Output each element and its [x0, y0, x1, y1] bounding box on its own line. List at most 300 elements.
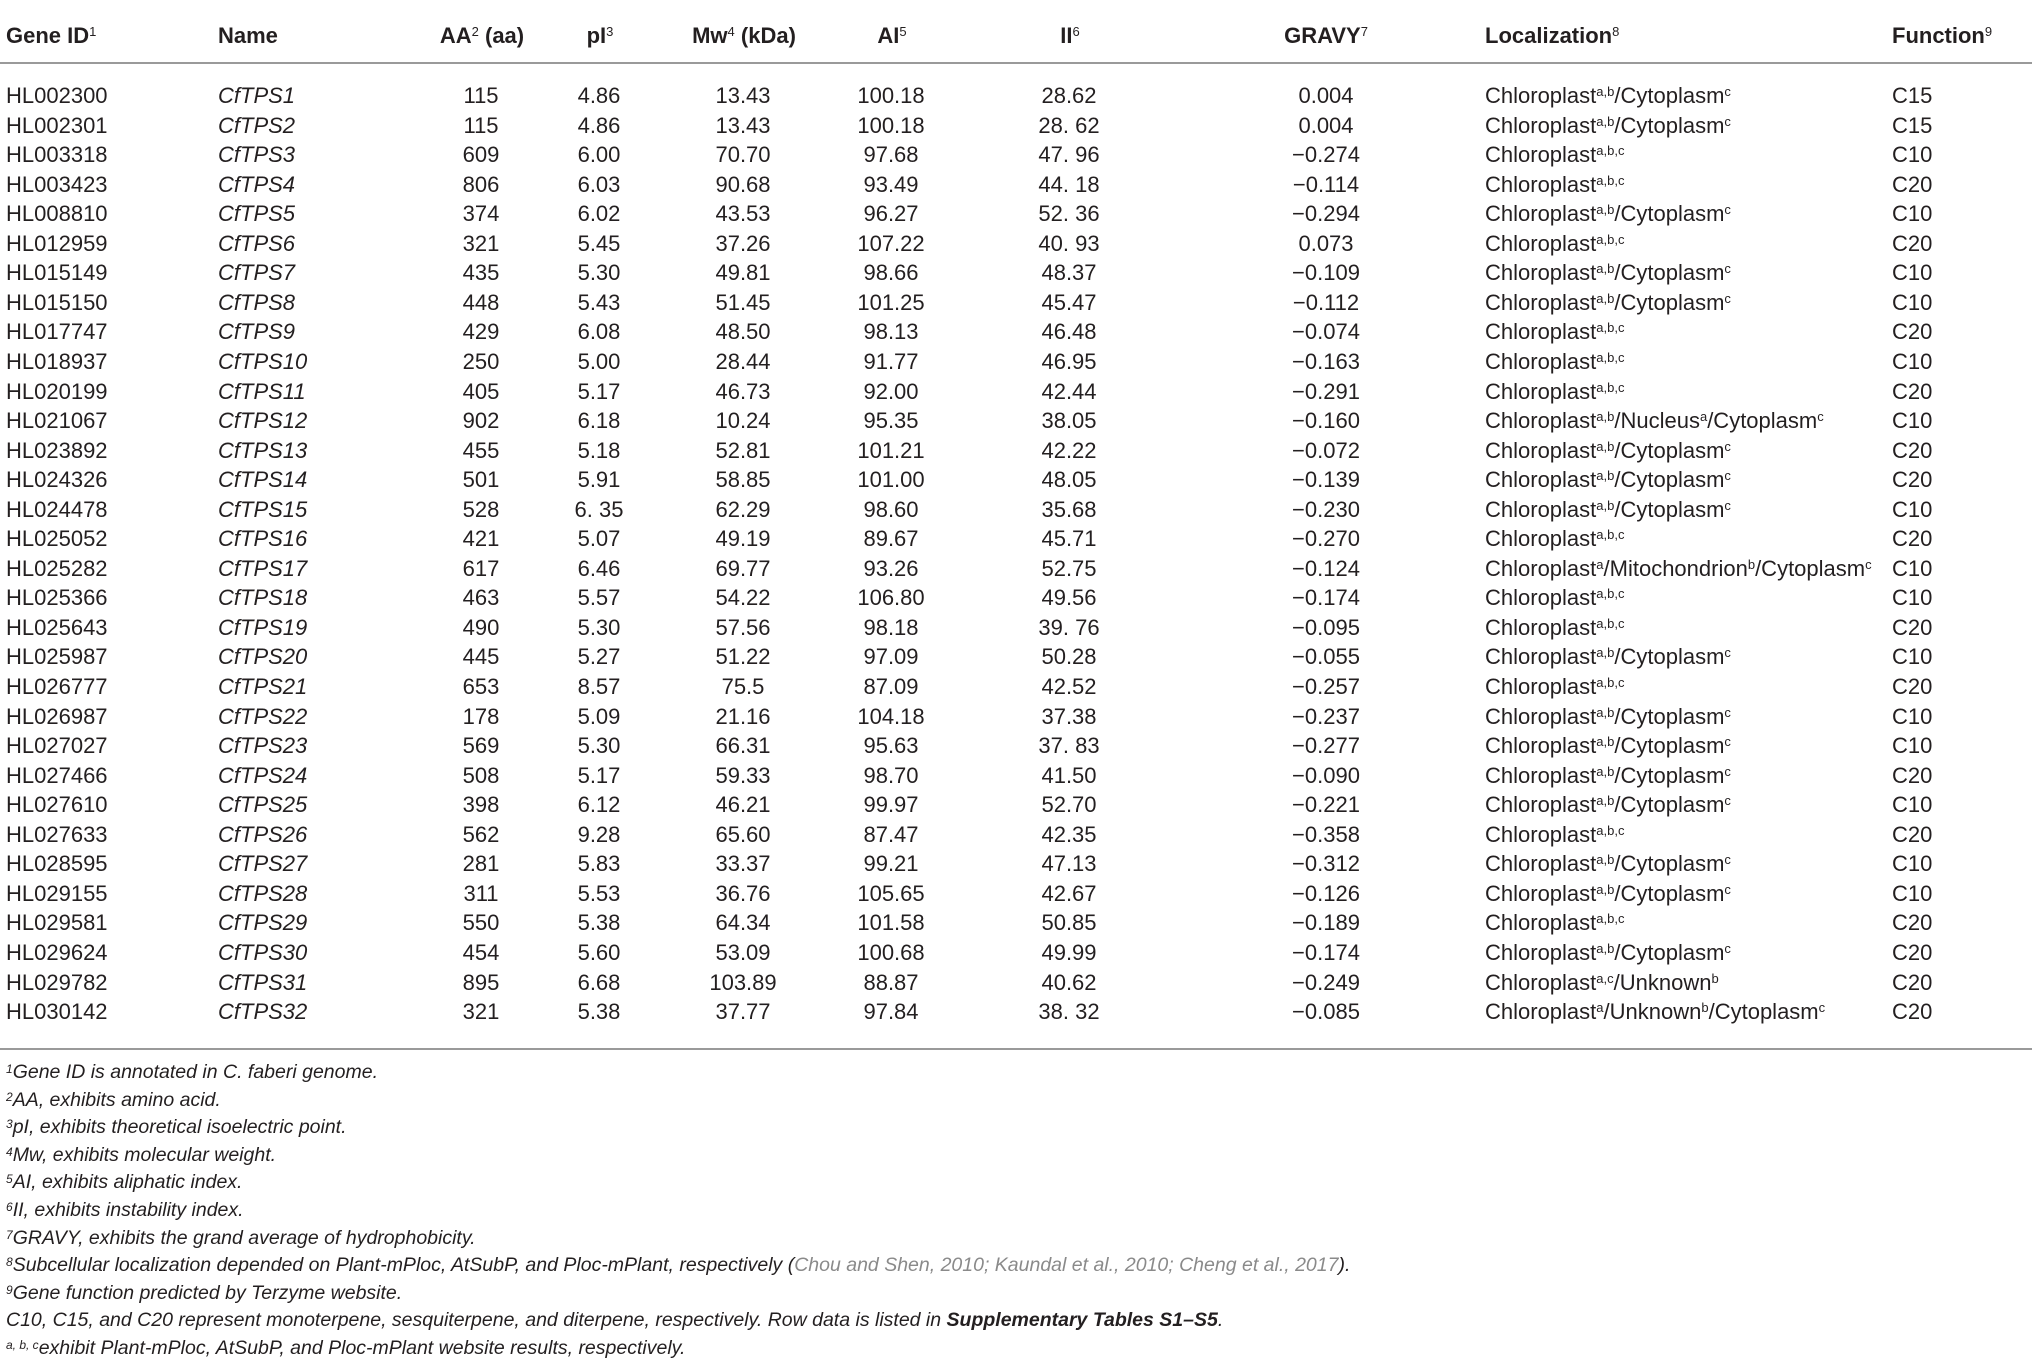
cell-gravy: −0.095	[1292, 614, 1360, 640]
cell-func: C15	[1892, 83, 1933, 108]
cell-gene-id: HL012959	[6, 230, 108, 256]
cell-name: CfTPS1	[218, 83, 296, 108]
column-header-mw: Mw$^4$ (kDa)	[692, 23, 796, 48]
cell-func: C20	[1892, 378, 1933, 404]
footnote: $^1$Gene ID is annotated in C. faberi genome.	[6, 1061, 378, 1083]
cell-aa: 463	[462, 585, 500, 611]
cell-loc: Chloroplast$^{a,b}$/Cytoplasm$^c$	[1485, 644, 1731, 670]
column-header-gene-id: Gene $ID^1$	[6, 23, 97, 48]
cell-gravy: 0.004	[1298, 83, 1354, 108]
cell-ii: 44. 18	[1038, 171, 1100, 197]
cell-gravy: −0.160	[1292, 408, 1360, 434]
cell-name: CfTPS14	[218, 467, 308, 493]
cell-aa: 448	[462, 289, 500, 315]
cell-gene-id: HL027633	[6, 821, 108, 847]
cell-ii: 42.35	[1041, 821, 1097, 847]
cell-name: CfTPS27	[218, 851, 308, 877]
header-rule	[0, 62, 2032, 64]
footnote: $^5$AI, exhibits aliphatic index.	[6, 1171, 243, 1194]
cell-loc: Chloroplast$^{a,c}$/Unknown$^b$	[1485, 969, 1719, 995]
cell-mw: 62.29	[715, 496, 771, 522]
cell-ai: 98.60	[863, 496, 919, 522]
cell-func: C20	[1892, 999, 1933, 1025]
cell-ii: 46.48	[1041, 319, 1097, 345]
cell-pi: 5.30	[577, 614, 621, 640]
footnote: $^6$II, exhibits instability index.	[6, 1199, 244, 1221]
cell-name: CfTPS4	[218, 171, 296, 197]
cell-mw: 46.73	[715, 378, 771, 404]
cell-ai: 100.18	[857, 112, 925, 138]
cell-gravy: −0.126	[1292, 880, 1360, 906]
column-header-gravy: GRAVY$^7$	[1284, 23, 1368, 48]
cell-func: C10	[1892, 142, 1933, 168]
cell-mw: 49.19	[715, 526, 771, 552]
cell-mw: 54.22	[715, 585, 771, 611]
cell-func: C15	[1892, 112, 1933, 138]
cell-name: CfTPS8	[218, 289, 296, 315]
cell-ii: 48.37	[1041, 260, 1097, 286]
cell-name: CfTPS7	[218, 260, 296, 286]
cell-ii: 42.22	[1041, 437, 1097, 463]
cell-name: CfTPS24	[218, 762, 308, 788]
footnote: $^3$pI, exhibits theoretical isoelectric point.	[6, 1116, 347, 1139]
cell-mw: 10.24	[715, 408, 771, 434]
cell-ii: 48.05	[1041, 467, 1097, 493]
cell-name: CfTPS22	[218, 703, 308, 729]
cell-pi: 5.00	[577, 348, 621, 374]
cell-ii: 49.99	[1041, 939, 1097, 965]
cell-ai: 97.68	[863, 142, 919, 168]
cell-loc: Chloroplast$^{a,b,c}$	[1485, 319, 1625, 345]
cell-func: C20	[1892, 467, 1933, 493]
cell-name: CfTPS21	[218, 674, 308, 699]
cell-name: CfTPS23	[218, 733, 308, 759]
cell-gene-id: HL029782	[6, 969, 108, 995]
cell-ai: 98.70	[863, 762, 919, 788]
cell-mw: 36.76	[715, 880, 771, 906]
cell-aa: 609	[462, 142, 500, 168]
cell-mw: 33.37	[715, 851, 771, 877]
cell-ii: 28.62	[1041, 83, 1097, 108]
column-header-loc: Localization$^8$	[1485, 23, 1620, 48]
cell-ai: 98.13	[863, 319, 919, 345]
cell-pi: 5.43	[577, 289, 621, 315]
cell-name: CfTPS3	[218, 142, 296, 168]
cell-gravy: −0.237	[1292, 703, 1360, 729]
cell-ii: 28. 62	[1038, 112, 1100, 138]
cell-gene-id: HL025643	[6, 614, 108, 640]
cell-ii: 52.75	[1041, 555, 1097, 581]
cell-gravy: −0.163	[1292, 348, 1360, 374]
cell-func: C10	[1892, 201, 1933, 227]
cell-aa: 115	[463, 83, 499, 108]
cell-pi: 5.91	[577, 467, 621, 493]
cell-pi: 5.09	[577, 703, 621, 729]
cell-gene-id: HL027466	[6, 762, 108, 788]
cell-func: C10	[1892, 644, 1933, 670]
cell-func: C10	[1892, 792, 1933, 818]
cell-ai: 104.18	[857, 703, 925, 729]
cell-mw: 103.89	[709, 969, 777, 995]
cell-loc: Chloroplast$^{a,b}$/Cytoplasm$^c$	[1485, 83, 1731, 108]
column-header-func: Function$^9$	[1892, 23, 1993, 48]
cell-loc: Chloroplast$^{a,b}$/Cytoplasm$^c$	[1485, 851, 1731, 877]
cell-func: C10	[1892, 733, 1933, 759]
cell-aa: 653	[462, 674, 500, 699]
cell-aa: 501	[462, 467, 500, 493]
cell-pi: 4.86	[577, 83, 621, 108]
cell-loc: Chloroplast$^{a,b,c}$	[1485, 142, 1625, 168]
cell-mw: 70.70	[715, 142, 771, 168]
cell-ai: 100.18	[857, 83, 925, 108]
cell-ai: 99.97	[863, 792, 919, 818]
cell-gravy: −0.174	[1292, 939, 1360, 965]
cell-ai: 101.00	[857, 467, 925, 493]
cell-ai: 89.67	[863, 526, 919, 552]
cell-func: C20	[1892, 526, 1933, 552]
cell-func: C20	[1892, 171, 1933, 197]
cell-aa: 445	[462, 644, 500, 670]
cell-loc: Chloroplast$^{a,b}$/Cytoplasm$^c$	[1485, 496, 1731, 522]
cell-loc: Chloroplast$^{a,b}$/Cytoplasm$^c$	[1485, 733, 1731, 759]
cell-ai: 98.66	[863, 260, 919, 286]
cell-loc: Chloroplast$^{a,b,c}$	[1485, 910, 1625, 936]
cell-ii: 49.56	[1041, 585, 1097, 611]
cell-loc: Chloroplast$^a$/Unknown$^b$/Cytoplasm$^c$	[1485, 999, 1826, 1025]
cell-ii: 42.52	[1041, 674, 1097, 699]
cell-mw: 69.77	[715, 555, 771, 581]
cell-name: CfTPS16	[218, 526, 308, 552]
cell-func: C10	[1892, 585, 1933, 611]
cell-gene-id: HL017747	[6, 319, 108, 345]
cell-gene-id: HL018937	[6, 348, 108, 374]
cell-mw: 13.43	[715, 112, 771, 138]
cell-pi: 9.28	[577, 821, 621, 847]
cell-func: C20	[1892, 969, 1933, 995]
cell-mw: 53.09	[715, 939, 771, 965]
cell-name: CfTPS26	[218, 821, 308, 847]
cell-mw: 59.33	[715, 762, 771, 788]
cell-mw: 51.22	[715, 644, 771, 670]
cell-func: C10	[1892, 851, 1933, 877]
cell-gene-id: HL002300	[6, 83, 108, 108]
cell-name: CfTPS17	[218, 555, 308, 581]
cell-mw: 64.34	[715, 910, 771, 936]
column-header-name: Name	[218, 23, 278, 48]
cell-func: C10	[1892, 289, 1933, 315]
cell-ai: 92.00	[863, 378, 919, 404]
cell-gene-id: HL026987	[6, 703, 108, 729]
cell-loc: Chloroplast$^{a,b}$/Cytoplasm$^c$	[1485, 437, 1731, 463]
cell-ii: 52.70	[1041, 792, 1097, 818]
cell-func: C10	[1892, 555, 1933, 581]
cell-loc: Chloroplast$^{a,b,c}$	[1485, 348, 1625, 374]
cell-ai: 95.35	[863, 408, 919, 434]
cell-gene-id: HL025052	[6, 526, 108, 552]
cell-gene-id: HL015149	[6, 260, 108, 286]
cell-ii: 37. 83	[1038, 733, 1100, 759]
cell-loc: Chloroplast$^{a,b}$/Cytoplasm$^c$	[1485, 289, 1731, 315]
cell-gravy: −0.221	[1292, 792, 1360, 818]
cell-pi: 6.02	[577, 201, 621, 227]
cell-pi: 6.03	[577, 171, 621, 197]
cell-pi: 6.12	[577, 792, 621, 818]
cell-aa: 281	[462, 851, 500, 877]
cell-name: CfTPS29	[218, 910, 308, 936]
cell-aa: 321	[462, 999, 500, 1025]
cell-name: CfTPS15	[218, 496, 308, 522]
cell-name: CfTPS31	[218, 969, 308, 995]
cell-mw: 51.45	[715, 289, 771, 315]
column-header-ai: $AI^5$	[877, 23, 907, 48]
cell-mw: 66.31	[715, 733, 771, 759]
cell-gravy: −0.124	[1292, 555, 1360, 581]
cell-ii: 42.67	[1041, 880, 1097, 906]
cell-name: CfTPS13	[218, 437, 308, 463]
cell-pi: 4.86	[577, 112, 621, 138]
cell-ai: 87.47	[863, 821, 919, 847]
cell-func: C10	[1892, 408, 1933, 434]
cell-pi: 5.30	[577, 733, 621, 759]
cell-ii: 47.13	[1041, 851, 1097, 877]
cell-pi: 6.68	[577, 969, 621, 995]
cell-aa: 455	[462, 437, 500, 463]
cell-gene-id: HL029624	[6, 939, 108, 965]
cell-func: C20	[1892, 614, 1933, 640]
cell-gene-id: HL029581	[6, 910, 108, 936]
cell-gene-id: HL023892	[6, 437, 108, 463]
cell-gene-id: HL002301	[6, 112, 108, 138]
cell-gravy: −0.074	[1292, 319, 1360, 345]
cell-loc: Chloroplast$^{a,b}$/Cytoplasm$^c$	[1485, 762, 1731, 788]
cell-ii: 42.44	[1041, 378, 1097, 404]
cell-ii: 38. 32	[1038, 999, 1100, 1025]
cell-gene-id: HL030142	[6, 999, 108, 1025]
cell-loc: Chloroplast$^a$/Mitochondrion$^b$/Cytoplasm$^c$	[1485, 555, 1872, 581]
footnote: $^9$Gene function predicted by Terzyme website.	[6, 1281, 403, 1304]
cell-ai: 93.49	[863, 171, 919, 197]
cell-aa: 421	[462, 526, 500, 552]
cell-aa: 398	[462, 792, 500, 818]
cell-gene-id: HL025366	[6, 585, 108, 611]
cell-ii: 40. 93	[1038, 230, 1100, 256]
cell-ai: 93.26	[863, 555, 919, 581]
cell-loc: Chloroplast$^{a,b}$/Nucleus$^a$/Cytoplasm$^c$	[1485, 408, 1824, 434]
cell-gene-id: HL020199	[6, 378, 108, 404]
cell-mw: 65.60	[715, 821, 771, 847]
cell-loc: Chloroplast$^{a,b}$/Cytoplasm$^c$	[1485, 112, 1731, 138]
cell-ii: 45.71	[1041, 526, 1097, 552]
cell-gravy: −0.230	[1292, 496, 1360, 522]
footnote: $^7$GRAVY, exhibits the grand average of hydrophobicity.	[6, 1226, 476, 1249]
cell-aa: 895	[462, 969, 500, 995]
cell-func: C20	[1892, 230, 1933, 256]
cell-pi: 5.83	[577, 851, 621, 877]
cell-loc: Chloroplast$^{a,b}$/Cytoplasm$^c$	[1485, 260, 1731, 286]
cell-aa: 806	[462, 171, 500, 197]
cell-pi: 5.27	[577, 644, 621, 670]
cell-loc: Chloroplast$^{a,b,c}$	[1485, 171, 1625, 197]
cell-gravy: −0.257	[1292, 674, 1360, 699]
cell-gravy: −0.189	[1292, 910, 1360, 936]
cell-aa: 429	[462, 319, 500, 345]
cell-func: C20	[1892, 319, 1933, 345]
cell-func: C20	[1892, 821, 1933, 847]
cell-func: C20	[1892, 910, 1933, 936]
cell-gravy: 0.004	[1298, 112, 1354, 138]
cell-ii: 38.05	[1041, 408, 1097, 434]
cell-pi: 8.57	[577, 674, 621, 699]
cell-pi: 6. 35	[574, 496, 624, 522]
footnote: $^4$Mw, exhibits molecular weight.	[6, 1143, 277, 1166]
cell-ii: 40.62	[1041, 969, 1097, 995]
cell-gravy: −0.312	[1292, 851, 1360, 877]
cell-mw: 28.44	[715, 348, 771, 374]
cell-ii: 41.50	[1041, 762, 1097, 788]
cell-func: C10	[1892, 260, 1933, 286]
cell-gravy: −0.114	[1292, 171, 1360, 197]
cell-gene-id: HL027027	[6, 733, 108, 759]
cell-pi: 6.00	[577, 142, 621, 168]
cell-mw: 58.85	[715, 467, 771, 493]
column-header-ii: $II^6$	[1060, 23, 1080, 48]
cell-aa: 115	[463, 112, 499, 138]
cell-name: CfTPS5	[218, 201, 296, 227]
cell-mw: 57.56	[715, 614, 771, 640]
cell-ai: 96.27	[863, 201, 919, 227]
cell-gravy: −0.277	[1292, 733, 1360, 759]
cell-gene-id: HL003423	[6, 171, 108, 197]
cell-gravy: 0.073	[1298, 230, 1354, 256]
cell-loc: Chloroplast$^{a,b}$/Cytoplasm$^c$	[1485, 201, 1731, 227]
cell-name: CfTPS10	[218, 348, 308, 374]
cell-gene-id: HL026777	[6, 674, 108, 699]
cell-mw: 49.81	[715, 260, 771, 286]
cell-ai: 97.09	[863, 644, 919, 670]
cell-pi: 6.08	[577, 319, 621, 345]
cell-ii: 37.38	[1041, 703, 1097, 729]
cell-func: C20	[1892, 762, 1933, 788]
cell-aa: 508	[462, 762, 500, 788]
cell-ii: 45.47	[1041, 289, 1097, 315]
column-header-pi: $pI^3$	[586, 23, 614, 48]
cell-mw: 90.68	[715, 171, 771, 197]
footnote: $^2$AA, exhibits amino acid.	[6, 1088, 221, 1111]
cell-aa: 321	[462, 230, 500, 256]
cell-func: C10	[1892, 348, 1933, 374]
cell-name: CfTPS20	[218, 644, 308, 670]
cell-aa: 405	[462, 378, 500, 404]
cell-ii: 50.28	[1041, 644, 1097, 670]
cell-ai: 91.77	[863, 348, 919, 374]
cell-gravy: −0.139	[1292, 467, 1360, 493]
cell-aa: 250	[462, 348, 500, 374]
cell-ai: 87.09	[863, 674, 919, 699]
cell-pi: 5.45	[577, 230, 621, 256]
cell-gene-id: HL029155	[6, 880, 108, 906]
cell-loc: Chloroplast$^{a,b,c}$	[1485, 230, 1625, 256]
cell-gravy: −0.090	[1292, 762, 1360, 788]
cell-gene-id: HL008810	[6, 201, 108, 227]
cell-gene-id: HL025987	[6, 644, 108, 670]
cell-gravy: −0.249	[1292, 969, 1360, 995]
cell-pi: 5.38	[577, 910, 621, 936]
cell-aa: 311	[463, 880, 499, 906]
cell-loc: Chloroplast$^{a,b}$/Cytoplasm$^c$	[1485, 792, 1731, 818]
cell-name: CfTPS28	[218, 880, 308, 906]
cell-func: C20	[1892, 939, 1933, 965]
cell-ii: 39. 76	[1038, 614, 1100, 640]
cell-gene-id: HL003318	[6, 142, 108, 168]
cell-pi: 5.07	[577, 526, 621, 552]
cell-gene-id: HL024478	[6, 496, 108, 522]
cell-loc: Chloroplast$^{a,b,c}$	[1485, 821, 1625, 847]
cell-aa: 374	[462, 201, 500, 227]
cell-name: CfTPS32	[218, 999, 308, 1025]
cell-ai: 105.65	[857, 880, 925, 906]
column-header-aa: $AA^2$ (aa)	[439, 23, 525, 48]
cell-pi: 5.57	[577, 585, 621, 611]
cell-gene-id: HL021067	[6, 408, 108, 434]
cell-ai: 98.18	[863, 614, 919, 640]
cell-gene-id: HL025282	[6, 555, 108, 581]
cell-mw: 43.53	[715, 201, 771, 227]
cell-loc: Chloroplast$^{a,b,c}$	[1485, 674, 1625, 699]
cell-loc: Chloroplast$^{a,b}$/Cytoplasm$^c$	[1485, 939, 1731, 965]
cell-aa: 454	[462, 939, 500, 965]
cell-ai: 101.25	[857, 289, 925, 315]
cell-gravy: −0.174	[1292, 585, 1360, 611]
cell-gravy: −0.085	[1292, 999, 1360, 1025]
cell-name: CfTPS18	[218, 585, 308, 611]
cell-ai: 99.21	[863, 851, 919, 877]
cell-loc: Chloroplast$^{a,b,c}$	[1485, 526, 1625, 552]
cell-mw: 75.5	[721, 674, 765, 699]
cell-ai: 107.22	[857, 230, 925, 256]
cell-ii: 35.68	[1041, 496, 1097, 522]
cell-pi: 5.38	[577, 999, 621, 1025]
cell-gravy: −0.291	[1292, 378, 1360, 404]
cell-aa: 178	[462, 703, 500, 729]
cell-gene-id: HL015150	[6, 289, 108, 315]
cell-aa: 902	[462, 408, 500, 434]
cell-ai: 101.58	[857, 910, 925, 936]
cell-mw: 13.43	[715, 83, 771, 108]
cell-name: CfTPS25	[218, 792, 308, 818]
cell-gravy: −0.270	[1292, 526, 1360, 552]
cell-mw: 48.50	[715, 319, 771, 345]
cell-ai: 97.84	[863, 999, 919, 1025]
footnote: C10, C15, and C20 represent monoterpene, sesquiterpene, and diterpene, respectively. Row data is listed in Supplementary Tables S1–S5.	[6, 1309, 1224, 1332]
cell-pi: 5.53	[577, 880, 621, 906]
cell-ai: 100.68	[857, 939, 925, 965]
cell-gravy: −0.294	[1292, 201, 1360, 227]
cell-pi: 6.46	[577, 555, 621, 581]
cell-gravy: −0.055	[1292, 644, 1360, 670]
cell-pi: 5.17	[577, 762, 621, 788]
cell-pi: 5.18	[577, 437, 621, 463]
cell-aa: 528	[462, 496, 500, 522]
cell-ai: 95.63	[863, 733, 919, 759]
cell-aa: 490	[462, 614, 500, 640]
cell-name: CfTPS11	[218, 378, 306, 404]
cell-name: CfTPS6	[218, 230, 296, 256]
cell-mw: 37.77	[715, 999, 771, 1025]
cell-gene-id: HL027610	[6, 792, 108, 818]
cell-aa: 550	[462, 910, 500, 936]
cell-func: C10	[1892, 703, 1933, 729]
cell-loc: Chloroplast$^{a,b}$/Cytoplasm$^c$	[1485, 467, 1731, 493]
